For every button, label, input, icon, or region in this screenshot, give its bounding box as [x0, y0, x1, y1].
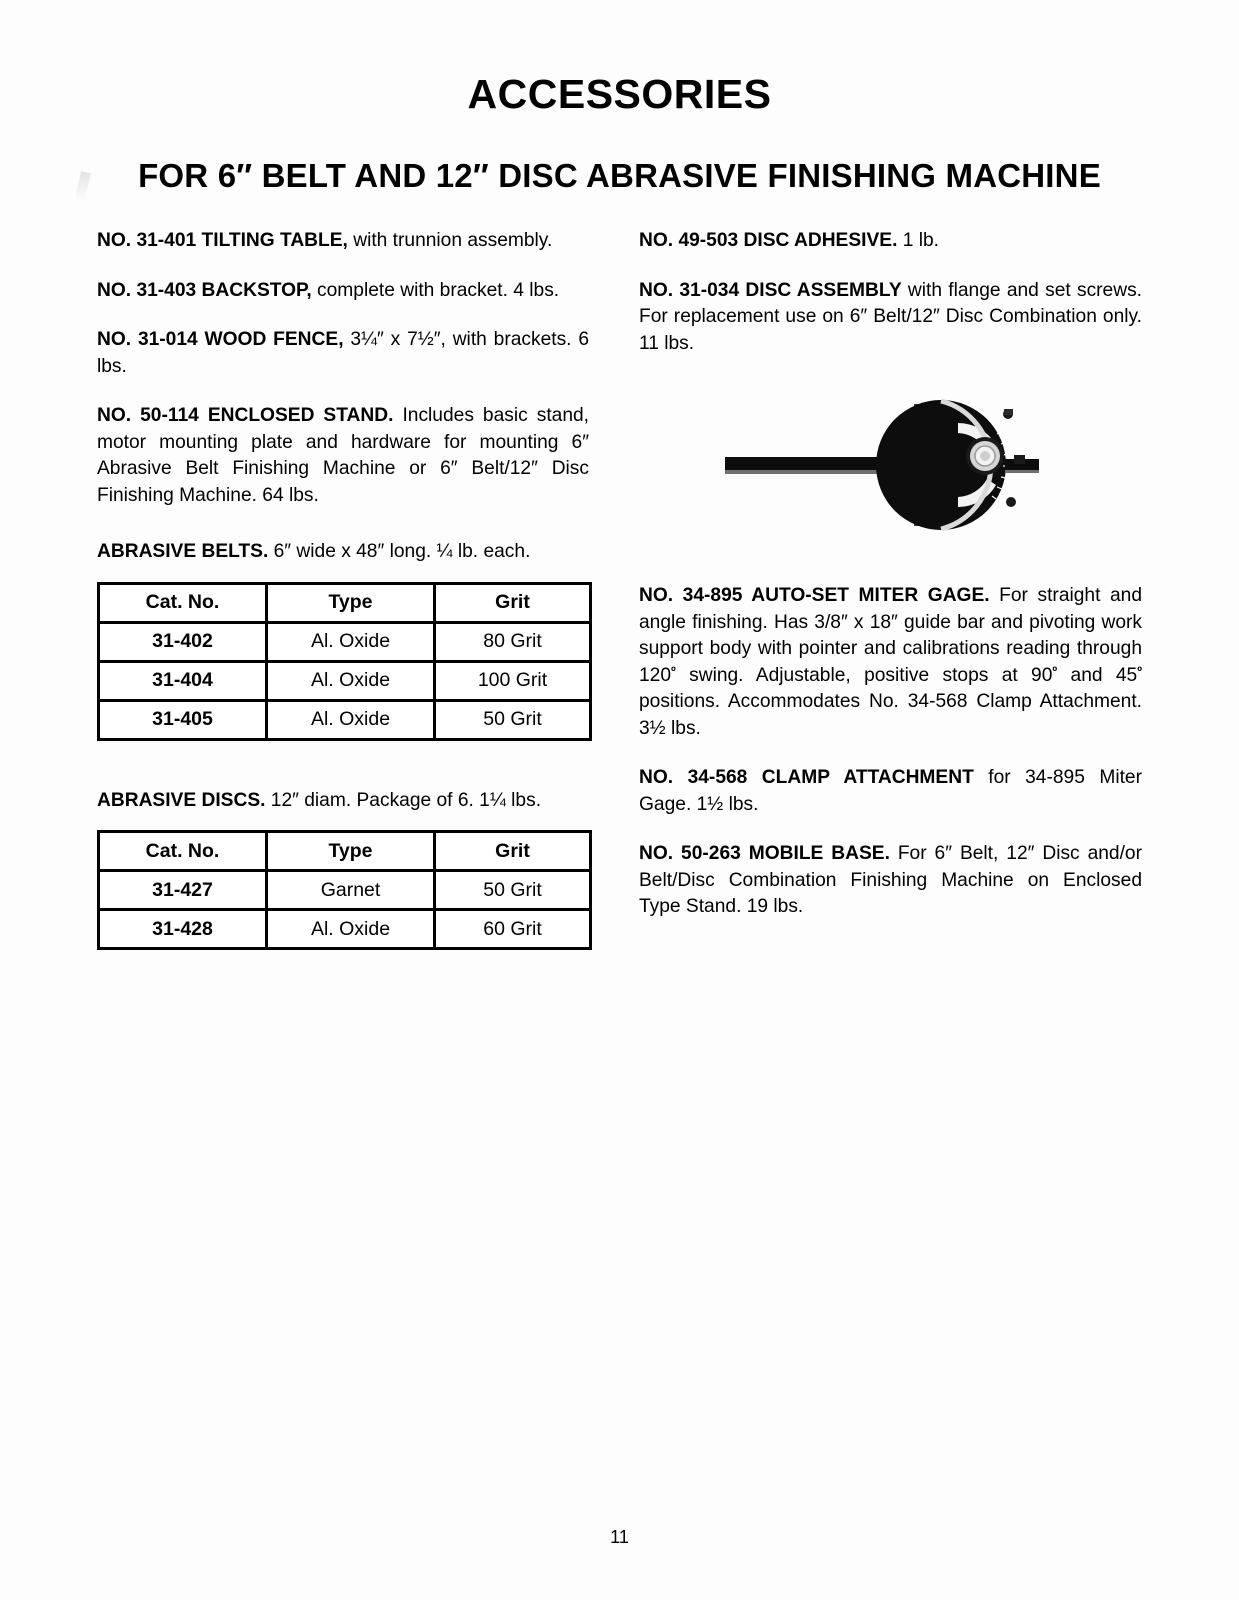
- accessory-body: with trunnion assembly.: [347, 230, 553, 251]
- page-number: 11: [610, 1527, 629, 1547]
- table-row: [99, 871, 591, 910]
- degree-symbol: º: [1052, 663, 1058, 679]
- page-subtitle: FOR 6″ BELT AND 12″ DISC ABRASIVE FINISHING MACHINE: [138, 157, 1101, 195]
- abrasive-discs-table-wrap: [97, 830, 589, 950]
- accessory-body-4: positions. Accommodates No. 34-568 Clamp Attachment. 3½ lbs.: [639, 691, 1142, 739]
- cell-cat-no: 31-427: [99, 871, 267, 910]
- degree-symbol: º: [671, 663, 676, 679]
- accessory-item-mobile-base: [639, 841, 1142, 921]
- degree-symbol: º: [1137, 663, 1142, 679]
- miter-gage-figure: [715, 385, 1090, 535]
- table-row: [99, 910, 591, 949]
- cell-type: Garnet: [267, 871, 435, 910]
- abrasive-belts-heading-line: [97, 539, 589, 566]
- accessory-item-enclosed-stand: [97, 403, 589, 509]
- section-body: 6″ wide x 48″ long. ¼ lb. each.: [268, 541, 531, 562]
- cell-cat-no: 31-402: [99, 622, 267, 661]
- accessory-body: For 6″ Belt, 12″ Disc and/or Belt/Disc Combination Finishing Machine on Enclosed Type Stand. 19 lbs.: [639, 843, 1142, 917]
- cell-grit: 80 Grit: [435, 622, 591, 661]
- accessory-body: with flange and set screws. For replacement use on 6″ Belt/12″ Disc Combination only. 11 lbs.: [639, 279, 1143, 354]
- column-header-cat-no: Cat. No.: [99, 832, 267, 871]
- cell-cat-no: 31-428: [99, 910, 267, 949]
- abrasive-discs-heading-line: [97, 788, 589, 815]
- abrasive-discs-table: [97, 830, 592, 950]
- accessory-body: Includes basic stand, motor mounting plate and hardware for mounting 6″ Abrasive Belt Finishing Machine or 6″ Belt/12″ Disc Finishing Machine. 64 lbs.: [97, 405, 589, 506]
- accessory-heading: NO. 31-403 BACKSTOP,: [97, 279, 312, 301]
- table-header-row: [99, 583, 591, 622]
- cell-grit: 50 Grit: [435, 871, 591, 910]
- page-title: ACCESSORIES: [467, 71, 772, 118]
- abrasive-belts-table: [97, 582, 592, 741]
- cell-type: Al. Oxide: [267, 661, 435, 700]
- accessory-heading: NO. 49-503 DISC ADHESIVE.: [639, 230, 898, 251]
- table-row: [99, 661, 591, 700]
- cell-cat-no: 31-404: [99, 661, 267, 700]
- table-row: [99, 700, 591, 739]
- table-header-row: [99, 832, 591, 871]
- accessory-body-2: swing. Adjustable, positive stops at 90: [675, 664, 1053, 686]
- cell-grit: 50 Grit: [435, 700, 591, 739]
- accessory-body-1: For straight and angle finishing. Has 3/8″ x 18″ guide bar and pivoting work support body with pointer and calibrations reading through 120: [639, 585, 1142, 686]
- column-header-grit: Grit: [435, 583, 591, 622]
- accessory-heading: NO. 31-034 DISC ASSEMBLY: [639, 279, 902, 301]
- miter-gage-illustration: [715, 385, 1090, 535]
- right-column: [639, 228, 1142, 921]
- accessory-heading: NO. 34-895 AUTO-SET MITER GAGE.: [639, 585, 990, 606]
- accessory-heading: NO. 50-114 ENCLOSED STAND.: [97, 405, 394, 426]
- accessory-body-3: and 45: [1057, 664, 1138, 686]
- section-heading: ABRASIVE DISCS.: [97, 789, 266, 811]
- accessory-item-wood-fence: [97, 327, 589, 380]
- column-header-cat-no: Cat. No.: [99, 583, 267, 622]
- accessory-item-tilting-table: [97, 228, 589, 255]
- cell-type: Al. Oxide: [267, 622, 435, 661]
- column-header-type: Type: [267, 583, 435, 622]
- cell-type: Al. Oxide: [267, 700, 435, 739]
- cell-cat-no: 31-405: [99, 700, 267, 739]
- accessory-heading: NO. 50-263 MOBILE BASE.: [639, 843, 890, 864]
- accessory-item-disc-adhesive: [639, 228, 1142, 255]
- left-column: [97, 228, 589, 950]
- accessory-heading: NO. 31-401 TILTING TABLE,: [97, 230, 348, 251]
- accessory-body: 3¼″ x 7½″, with brackets. 6 lbs.: [97, 329, 590, 377]
- accessory-item-backstop: [97, 278, 589, 305]
- abrasive-belts-table-wrap: [97, 582, 589, 741]
- accessory-body: for 34-895 Miter Gage. 1½ lbs.: [639, 767, 1142, 815]
- accessory-body: 1 lb.: [897, 230, 940, 251]
- cell-grit: 60 Grit: [435, 910, 591, 949]
- cell-type: Al. Oxide: [267, 910, 435, 949]
- table-row: [99, 622, 591, 661]
- accessory-body: complete with bracket. 4 lbs.: [311, 279, 560, 301]
- accessory-item-clamp-attachment: [639, 765, 1142, 818]
- column-header-grit: Grit: [435, 832, 591, 871]
- column-header-type: Type: [267, 832, 435, 871]
- section-body: 12″ diam. Package of 6. 1¼ lbs.: [265, 789, 542, 811]
- accessory-heading: NO. 31-014 WOOD FENCE,: [97, 329, 344, 350]
- accessory-heading: NO. 34-568 CLAMP ATTACHMENT: [639, 767, 974, 788]
- accessory-item-auto-set-miter-gage: [639, 583, 1142, 742]
- cell-grit: 100 Grit: [435, 661, 591, 700]
- section-heading: ABRASIVE BELTS.: [97, 541, 269, 562]
- accessory-item-disc-assembly: [639, 278, 1142, 358]
